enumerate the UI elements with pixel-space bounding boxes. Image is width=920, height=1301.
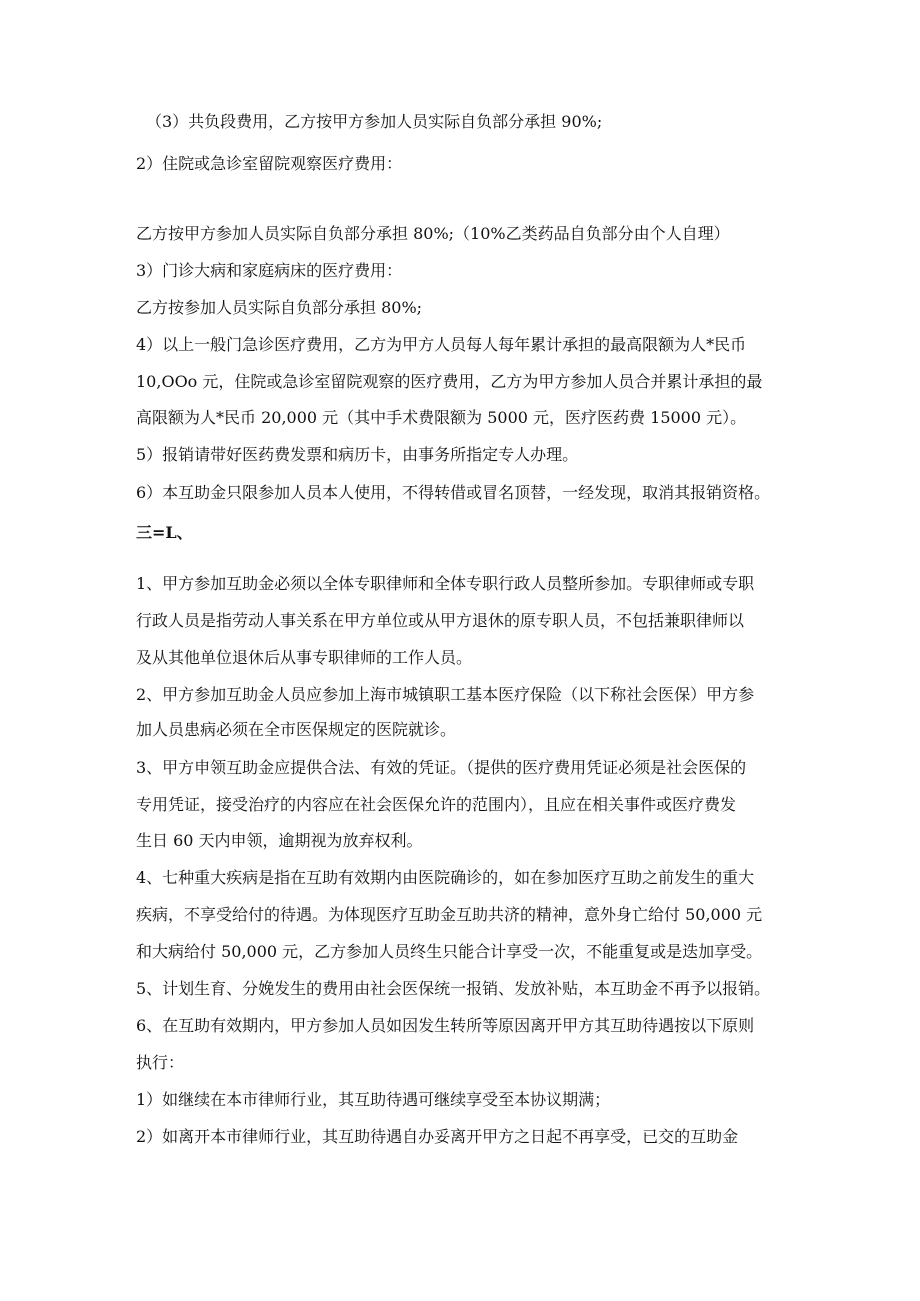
text-line: （3）共负段费用，乙方按甲方参加人员实际自负部分承担 90%; — [146, 112, 603, 131]
text-line: 生日 60 天内申领，逾期视为放弃权利。 — [136, 831, 423, 850]
text-line: 5、计划生育、分娩发生的费用由社会医保统一报销、发放补贴，本互助金不再予以报销。 — [136, 979, 771, 998]
text-line: 乙方按甲方参加人员实际自负部分承担 80%;（10%乙类药品自负部分由个人自理） — [136, 224, 730, 243]
text-line: 10,OOo 元，住院或急诊室留院观察的医疗费用，乙方为甲方参加人员合并累计承担的最 — [136, 372, 763, 391]
text-line: 2）住院或急诊室留院观察医疗费用： — [136, 154, 403, 173]
text-line: 3）门诊大病和家庭病床的医疗费用： — [136, 261, 403, 280]
text-line: 1）如继续在本市律师行业，其互助待遇可继续享受至本协议期满； — [136, 1090, 611, 1109]
text-line: 及从其他单位退休后从事专职律师的工作人员。 — [136, 648, 473, 667]
text-line: 行政人员是指劳动人事关系在甲方单位或从甲方退休的原专职人员，不包括兼职律师以 — [136, 611, 745, 630]
text-line: 执行： — [136, 1053, 185, 1072]
text-line: 2）如离开本市律师行业，其互助待遇自办妥离开甲方之日起不再享受，已交的互助金 — [136, 1127, 739, 1146]
text-line: 5）报销请带好医药费发票和病历卡，由事务所指定专人办理。 — [136, 445, 579, 464]
text-line: 高限额为人*民币 20,000 元（其中手术费限额为 5000 元，医疗医药费 15000 元）。 — [136, 408, 747, 427]
text-line: 乙方按参加人员实际自负部分承担 80%; — [136, 298, 423, 317]
section-heading: 三=L、 — [136, 523, 193, 542]
text-line: 6）本互助金只限参加人员本人使用，不得转借或冒名顶替，一经发现，取消其报销资格。 — [136, 483, 771, 502]
text-line: 4）以上一般门急诊医疗费用，乙方为甲方人员每人每年累计承担的最高限额为人*民币 — [136, 335, 747, 354]
text-line: 专用凭证，接受治疗的内容应在社会医保允许的范围内），且应在相关事件或医疗费发 — [136, 795, 737, 814]
text-line: 6、在互助有效期内，甲方参加人员如因发生转所等原因离开甲方其互助待遇按以下原则 — [136, 1016, 755, 1035]
text-line: 疾病，不享受给付的待遇。为体现医疗互助金互助共济的精神，意外身亡给付 50,000 元 — [136, 905, 763, 924]
text-line: 3、甲方申领互助金应提供合法、有效的凭证。（提供的医疗费用凭证必须是社会医保的 — [136, 758, 747, 777]
text-line: 1、甲方参加互助金必须以全体专职律师和全体专职行政人员整所参加。专职律师或专职 — [136, 574, 755, 593]
text-line: 4、七种重大疾病是指在互助有效期内由医院确诊的，如在参加医疗互助之前发生的重大 — [136, 868, 755, 887]
text-line: 加人员患病必须在全市医保规定的医院就诊。 — [136, 720, 457, 739]
text-line: 和大病给付 50,000 元，乙方参加人员终生只能合计享受一次，不能重复或是迭加享受。 — [136, 942, 763, 961]
text-line: 2、甲方参加互助金人员应参加上海市城镇职工基本医疗保险（以下称社会医保）甲方参 — [136, 685, 755, 704]
